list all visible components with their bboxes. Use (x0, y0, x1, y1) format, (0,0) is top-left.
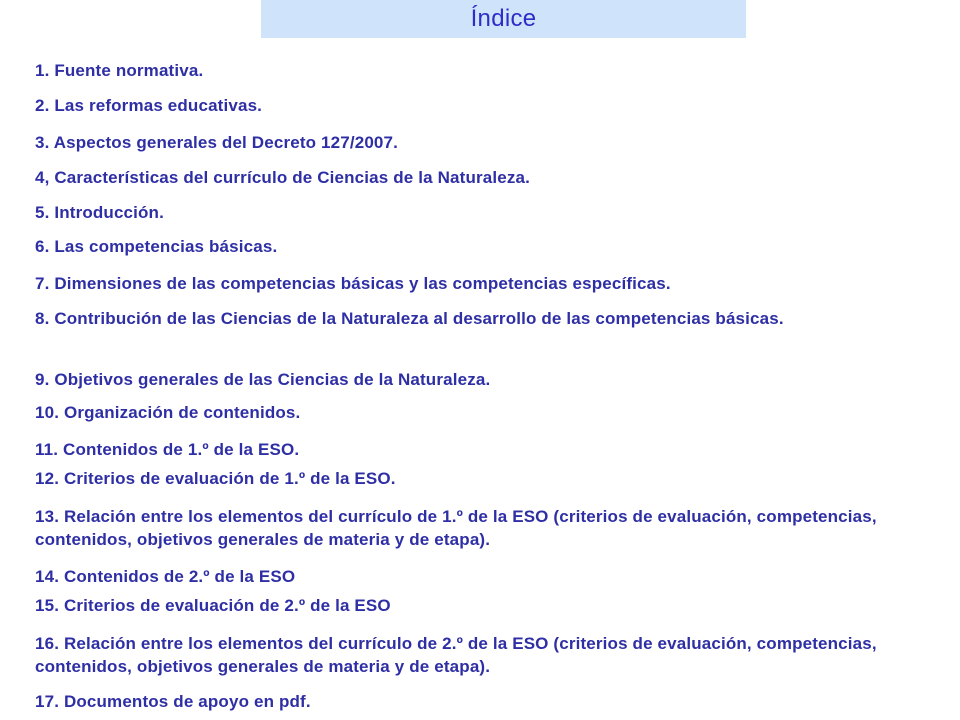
toc-item-1[interactable]: 1. Fuente normativa. (35, 61, 204, 80)
toc-item-6[interactable]: 6. Las competencias básicas. (35, 237, 278, 256)
toc-item-8[interactable]: 8. Contribución de las Ciencias de la Naturaleza al desarrollo de las competencias básicas. (35, 309, 784, 328)
toc-item-12[interactable]: 12. Criterios de evaluación de 1.º de la ESO. (35, 469, 396, 488)
toc-item-11[interactable]: 11. Contenidos de 1.º de la ESO. (35, 440, 300, 459)
toc-item-17[interactable]: 17. Documentos de apoyo en pdf. (35, 692, 311, 711)
toc-item-5[interactable]: 5. Introducción. (35, 203, 164, 222)
toc-item-15[interactable]: 15. Criterios de evaluación de 2.º de la ESO (35, 596, 391, 615)
toc-item-10[interactable]: 10. Organización de contenidos. (35, 403, 301, 422)
toc-item-14[interactable]: 14. Contenidos de 2.º de la ESO (35, 567, 296, 586)
toc-item-2[interactable]: 2. Las reformas educativas. (35, 96, 263, 115)
toc-item-9[interactable]: 9. Objetivos generales de las Ciencias de la Naturaleza. (35, 370, 491, 389)
toc-item-13[interactable]: 13. Relación entre los elementos del currículo de 1.º de la ESO (criterios de evaluación, competencias, contenidos, objetivos generales de materia y de etapa). (35, 507, 877, 549)
page-title: Índice (470, 5, 537, 32)
toc-item-7[interactable]: 7. Dimensiones de las competencias básicas y las competencias específicas. (35, 274, 671, 293)
toc-item-3[interactable]: 3. Aspectos generales del Decreto 127/2007. (35, 133, 399, 152)
toc-item-4[interactable]: 4, Características del currículo de Ciencias de la Naturaleza. (35, 168, 530, 187)
toc-item-16[interactable]: 16. Relación entre los elementos del currículo de 2.º de la ESO (criterios de evaluación, competencias, contenidos, objetivos generales de materia y de etapa). (35, 634, 877, 676)
title-banner (261, 0, 746, 38)
